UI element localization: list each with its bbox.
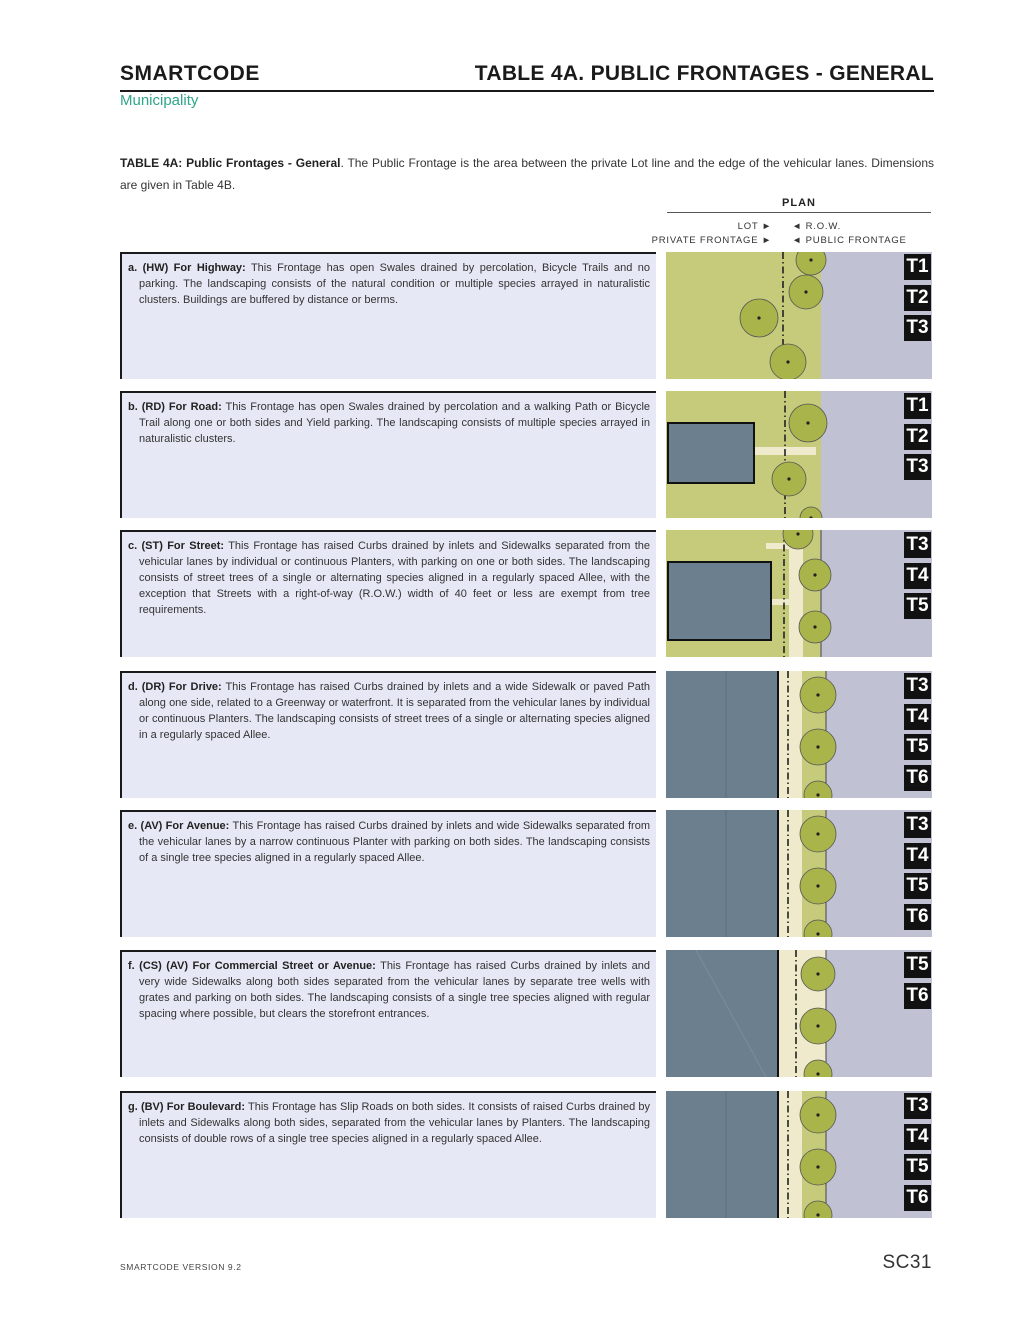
transect-zone-badge: T4 xyxy=(904,843,931,869)
frontage-description xyxy=(120,1091,656,1218)
tree-icon xyxy=(801,957,835,991)
transect-zone-badges xyxy=(904,812,931,934)
frontage-row xyxy=(120,810,932,940)
tree-icon xyxy=(772,462,806,496)
tree-icon xyxy=(800,816,836,852)
transect-zone-badge: T5 xyxy=(904,593,931,619)
frontage-text: This Frontage has open Swales drained by percolation and a walking Path or Bicycle Trail along one or both sides and Yield parking. The landscaping consists of multiple species arrayed in naturalistic clusters. xyxy=(139,401,651,445)
page-header xyxy=(120,62,934,92)
footer-version: SMARTCODE VERSION 9.2 xyxy=(120,1262,242,1272)
frontage-label: b. (RD) For Road: xyxy=(128,401,222,413)
transect-zone-badge: T1 xyxy=(904,393,931,419)
transect-zone-badges xyxy=(904,1093,931,1215)
transect-zone-badges xyxy=(904,673,931,795)
frontage-row xyxy=(120,391,932,521)
tree-icon xyxy=(800,729,836,765)
transect-zone-badge: T1 xyxy=(904,254,931,280)
frontage-plan-diagram xyxy=(666,810,932,937)
transect-zone-badge: T6 xyxy=(904,765,931,791)
tree-icon xyxy=(799,559,831,591)
plan-column-title: PLAN xyxy=(782,197,816,209)
frontage-text: This Frontage has Slip Roads on both sides. It consists of raised Curbs drained by inlets and Sidewalks along both sides, separated from the vehicular lanes by Planters. The landscaping consists of double rows of a single tree species aligned in a regularly spaced Allee. xyxy=(139,1101,650,1145)
transect-zone-badge: T2 xyxy=(904,424,931,450)
transect-zone-badge: T3 xyxy=(904,1093,931,1119)
frontage-description xyxy=(120,252,656,379)
transect-zone-badge: T4 xyxy=(904,1124,931,1150)
frontage-label: a. (HW) For Highway: xyxy=(128,262,246,274)
frontage-label: f. (CS) (AV) For Commercial Street or Avenue: xyxy=(128,960,376,972)
frontage-label: c. (ST) For Street: xyxy=(128,540,225,552)
row-legend xyxy=(792,220,907,248)
intro-text: . The Public Frontage is the area between the private Lot line and the edge of the vehicular lanes. Dimensions are given in Table 4B. xyxy=(120,156,934,192)
lot-label: LOT ► xyxy=(737,221,772,232)
frontage-plan-diagram xyxy=(666,950,932,1077)
transect-zone-badge: T5 xyxy=(904,952,931,978)
public-frontage-label: ◄ PUBLIC FRONTAGE xyxy=(792,235,907,246)
tree-icon xyxy=(789,275,823,309)
row-label: ◄ R.O.W. xyxy=(792,221,842,232)
page-number: SC31 xyxy=(882,1252,932,1273)
transect-zone-badge: T3 xyxy=(904,315,931,341)
tree-icon xyxy=(770,344,806,379)
frontage-description xyxy=(120,530,656,657)
transect-zone-badge: T2 xyxy=(904,285,931,311)
frontage-text: This Frontage has raised Curbs drained by inlets and very wide Sidewalks along both sides separated from the vehicular lanes by separate tree wells with grates and parking on both sides. The landscaping consists of a single tree species aligned with regular spacing where possible, but clears the storefront entrances. xyxy=(139,960,650,1020)
frontage-text: This Frontage has open Swales drained by percolation, Bicycle Trails and no parking. The landscaping consists of the natural condition or multiple species arrayed in naturalistic clusters. Buildings are buffered by distance or berms. xyxy=(139,262,650,306)
frontage-row xyxy=(120,1091,932,1221)
lot-legend xyxy=(652,220,772,248)
transect-zone-badges xyxy=(904,952,931,1013)
tree-icon xyxy=(740,299,778,337)
transect-zone-badges xyxy=(904,254,931,346)
transect-zone-badge: T5 xyxy=(904,1154,931,1180)
frontage-description xyxy=(120,810,656,937)
intro-heading: TABLE 4A: Public Frontages - General xyxy=(120,156,341,170)
document-title: SMARTCODE xyxy=(120,62,260,85)
transect-zone-badges xyxy=(904,393,931,485)
transect-zone-badge: T4 xyxy=(904,563,931,589)
tree-icon xyxy=(800,1097,836,1133)
frontage-text: This Frontage has raised Curbs drained by inlets and a wide Sidewalk or paved Path along one side, related to a Greenway or waterfront. It is separated from the vehicular lanes by individual or continuous Planters. The landscaping consists of street trees of a single or alternating species aligned in a regularly spaced Allee. xyxy=(139,681,650,741)
tree-icon xyxy=(800,677,836,713)
frontage-description xyxy=(120,671,656,798)
frontage-row xyxy=(120,950,932,1080)
transect-zone-badge: T3 xyxy=(904,532,931,558)
private-frontage-label: PRIVATE FRONTAGE ► xyxy=(651,235,772,246)
tree-icon xyxy=(800,1149,836,1185)
transect-zone-badge: T6 xyxy=(904,1185,931,1211)
frontage-label: d. (DR) For Drive: xyxy=(128,681,222,693)
tree-icon xyxy=(789,404,827,442)
transect-zone-badge: T3 xyxy=(904,673,931,699)
transect-zone-badge: T5 xyxy=(904,873,931,899)
transect-zone-badges xyxy=(904,532,931,624)
transect-zone-badge: T5 xyxy=(904,734,931,760)
transect-zone-badge: T3 xyxy=(904,454,931,480)
frontage-plan-diagram xyxy=(666,391,932,518)
tree-icon xyxy=(800,1008,836,1044)
table-intro xyxy=(120,152,934,196)
transect-zone-badge: T6 xyxy=(904,904,931,930)
frontage-plan-diagram xyxy=(666,530,932,657)
transect-zone-badge: T4 xyxy=(904,704,931,730)
frontage-row xyxy=(120,671,932,801)
frontage-text: This Frontage has raised Curbs drained by inlets and wide Sidewalks separated from the vehicular lanes by a narrow continuous Planter with parking on both sides. The landscaping consists of a single tree species aligned in a regularly spaced Allee. xyxy=(139,820,650,864)
transect-zone-badge: T6 xyxy=(904,983,931,1009)
transect-zone-badge: T3 xyxy=(904,812,931,838)
frontage-label: e. (AV) For Avenue: xyxy=(128,820,230,832)
frontage-row xyxy=(120,252,932,382)
frontage-plan-diagram xyxy=(666,252,932,379)
frontage-row xyxy=(120,530,932,660)
plan-divider xyxy=(667,212,931,213)
frontage-description xyxy=(120,391,656,518)
frontage-text: This Frontage has raised Curbs drained by inlets and Sidewalks separated from the vehicular lanes by individual or continuous Planters, with parking on one or both sides. The landscaping consists of street trees of a single or alternating species aligned in a regularly spaced Allee, with the exception that Streets with a right-of-way (R.O.W.) width of 40 feet or less are exempt from tree requirements. xyxy=(139,540,650,616)
municipality-label: Municipality xyxy=(120,92,199,109)
table-title: TABLE 4A. PUBLIC FRONTAGES - GENERAL xyxy=(474,62,934,85)
frontage-plan-diagram xyxy=(666,1091,932,1218)
tree-icon xyxy=(800,868,836,904)
frontage-label: g. (BV) For Boulevard: xyxy=(128,1101,246,1113)
frontage-plan-diagram xyxy=(666,671,932,798)
frontage-description xyxy=(120,950,656,1077)
tree-icon xyxy=(799,611,831,643)
